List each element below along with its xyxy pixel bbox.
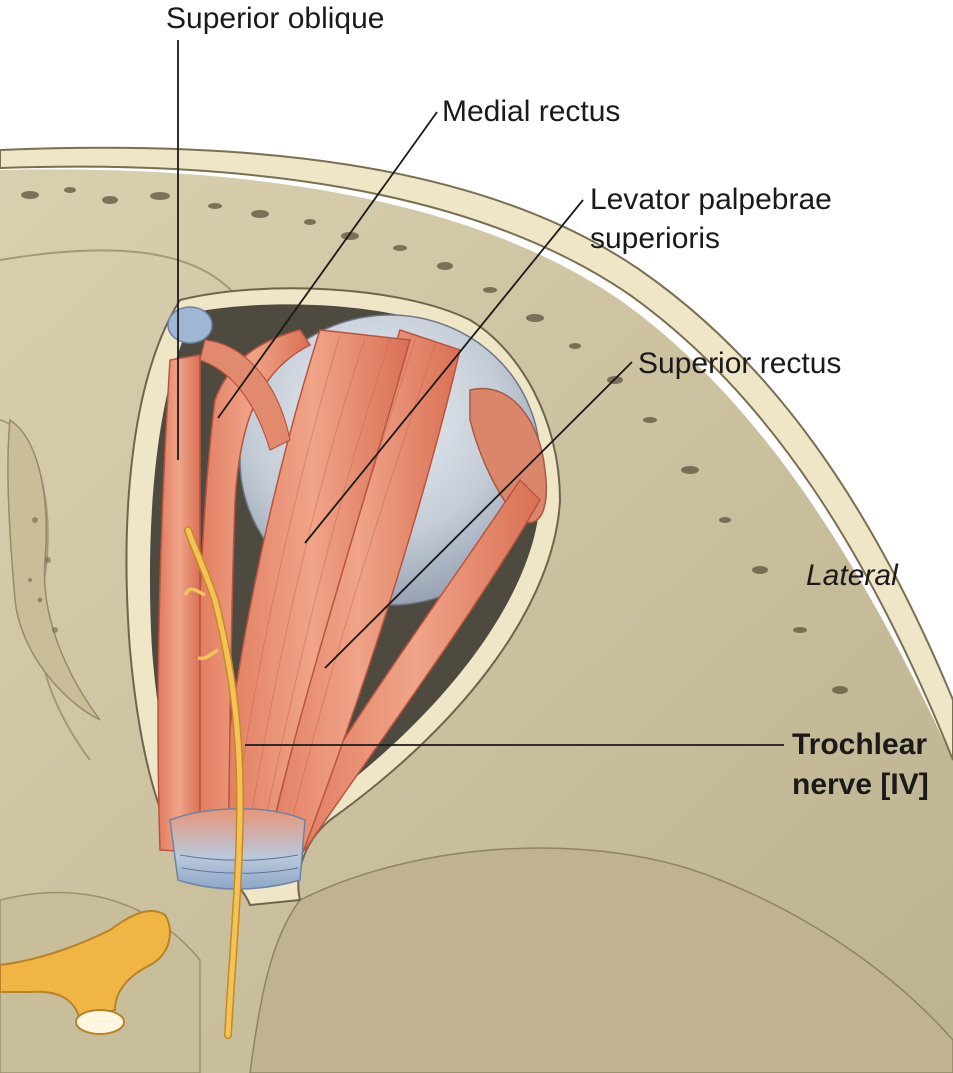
label-superior-rectus: Superior rectus — [638, 347, 842, 380]
label-trochlear-line1: Trochlear — [792, 728, 928, 761]
label-lateral: Lateral — [806, 559, 898, 592]
label-superior-oblique: Superior oblique — [166, 2, 385, 35]
trochlea — [168, 307, 212, 343]
label-trochlear-line2: nerve [IV] — [792, 768, 929, 801]
label-levator-line2: superioris — [590, 222, 721, 255]
label-medial-rectus: Medial rectus — [442, 95, 621, 128]
label-levator-line1: Levator palpebrae — [590, 183, 832, 216]
